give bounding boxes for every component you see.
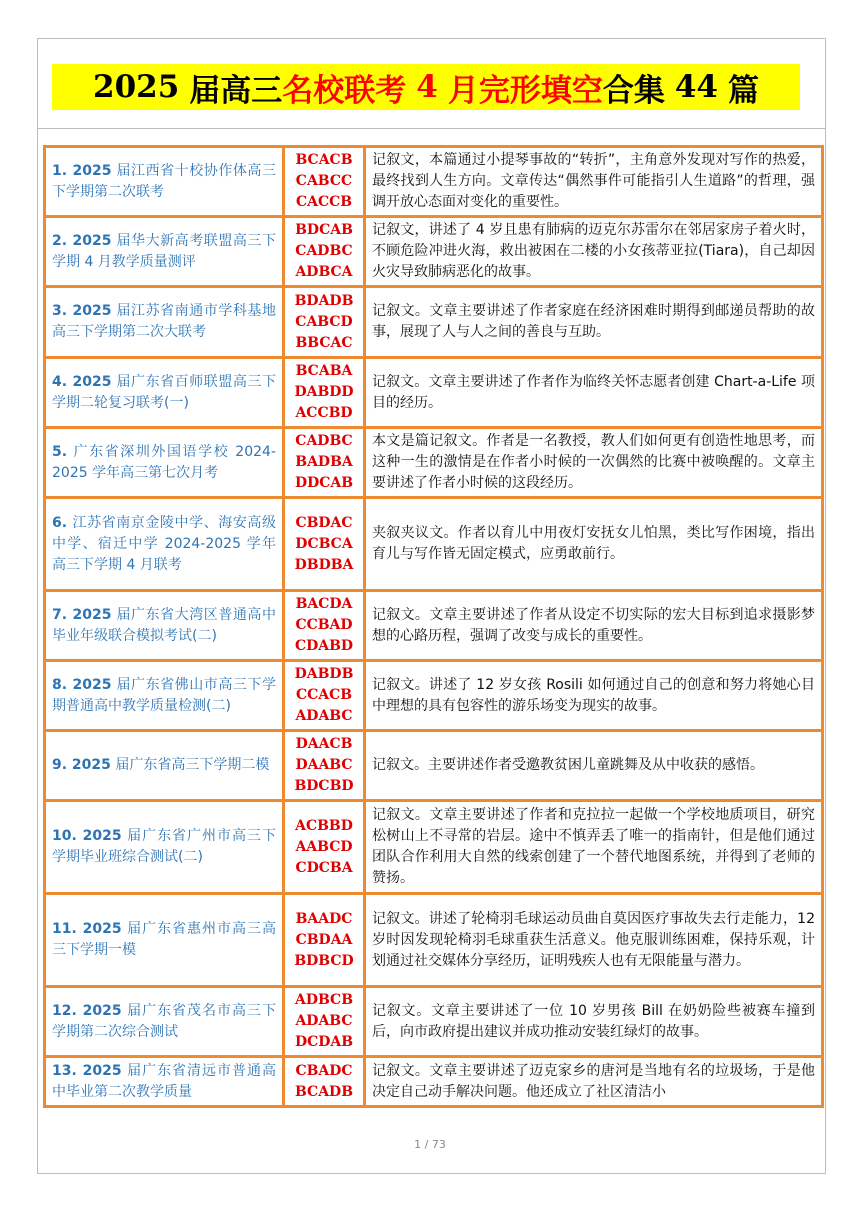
answer-key [284,428,365,498]
exam-table [43,145,824,1108]
passage-summary: 记叙文。文章主要讲述了作者和克拉拉一起做一个学校地质项目，研究松树山上不寻常的岩层。途中不慎弄丢了唯一的指南针，但是他们通过团队合作利用大自然的线索创建了一个替代地图系统，并得到了老师的赞扬。 [365,801,823,894]
answer-group: BCADB [294,1083,354,1100]
answer-group: DDCAB [294,475,354,491]
answer-group: BDADB [294,292,354,309]
answer-group: CCBAD [295,617,353,633]
passage-summary: 记叙文，本篇通过小提琴事故的“转折”，主角意外发现对写作的热爱，最终找到人生方向。文章传达“偶然事件可能指引人生道路”的哲理，强调开放心态面对变化的重要性。 [365,147,823,217]
answer-key [284,287,365,358]
exam-source: 1. 2025 届江西省十校协作体高三下学期第二次联考 [45,147,284,217]
title-collection: 合集 [602,72,665,109]
passage-summary: 记叙文。文章主要讲述了作者家庭在经济困难时期得到邮递员帮助的故事，展现了人与人之间的善良与互助。 [365,287,823,358]
answer-key [284,147,365,217]
answer-group: BACDA [295,596,353,612]
exam-index: 8. 2025 [52,676,112,693]
answer-group: BDBCD [294,952,354,969]
answer-key [284,217,365,287]
exam-index: 4. 2025 [52,373,112,390]
answer-group: ADBCA [295,264,353,280]
answer-group: CADBC [295,433,353,449]
table-row [45,1057,823,1107]
answer-group: CCACB [295,687,353,703]
exam-source: 5. 广东省深圳外国语学校 2024-2025 学年高三第七次月考 [45,428,284,498]
answer-key [284,731,365,801]
answer-group: ADABC [295,708,353,724]
exam-source: 2. 2025 届华大新高考联盟高三下学期 4 月教学质量测评 [45,217,284,287]
table-row [45,801,823,894]
answer-group: ADABC [295,1013,353,1029]
passage-summary: 夹叙夹议文。作者以育儿中用夜灯安抚女儿怕黑，类比写作困境，指出育儿与写作皆无固定模式，应勇敢前行。 [365,498,823,591]
answer-group: DAABC [295,757,353,773]
page-number: 1 / 73 [414,1138,446,1151]
answer-group: CABCD [295,313,353,330]
exam-source: 12. 2025 届广东省茂名市高三下学期第二次综合测试 [45,987,284,1057]
table-row [45,147,823,217]
exam-source: 4. 2025 届广东省百师联盟高三下学期二轮复习联考(一) [45,358,284,428]
exam-source: 8. 2025 届广东省佛山市高三下学期普通高中教学质量检测(二) [45,661,284,731]
exam-source: 13. 2025 届广东省清远市普通高中毕业第二次教学质量 [45,1057,284,1107]
answer-group: DABDB [294,666,354,682]
passage-summary: 记叙文，讲述了 4 岁且患有肺病的迈克尔苏雷尔在邻居家房子着火时，不顾危险冲进火海，救出被困在二楼的小女孩蒂亚拉(Tiara)，自己却因火灾导致肺病恶化的故事。 [365,217,823,287]
passage-summary: 记叙文。文章主要讲述了作者从设定不切实际的宏大目标到追求摄影梦想的心路历程，强调了改变与成长的重要性。 [365,591,823,661]
answer-group: CDCBA [295,859,353,876]
answer-key [284,591,365,661]
answer-group: CADBC [295,243,353,259]
exam-index: 12. 2025 [52,1002,122,1019]
exam-source: 7. 2025 届广东省大湾区普通高中毕业年级联合模拟考试(二) [45,591,284,661]
exam-table-body [45,147,823,1107]
answer-group: CBDAA [295,931,353,948]
title-year: 2025 [93,69,180,105]
answer-group: BCABA [295,363,353,379]
exam-index: 10. 2025 [52,828,122,844]
answer-group: BCACB [295,152,353,168]
answer-group: ADBCB [294,992,354,1008]
answer-key [284,1057,365,1107]
answer-group: BADBA [295,454,353,470]
passage-summary: 记叙文。讲述了轮椅羽毛球运动员曲自莫因医疗事故失去行走能力，12 岁时因发现轮椅羽毛球重获生活意义。他克服训练困难，保持乐观，计划通过社交媒体分享经历，证明残疾人也有无限能量与潜力。 [365,894,823,987]
table-row [45,428,823,498]
title-highlight-cloze: 月完形填空 [447,72,603,109]
exam-index: 9. 2025 [52,757,111,773]
answer-group: DBDBA [294,556,354,573]
answer-key [284,894,365,987]
answer-key [284,498,365,591]
exam-index: 13. 2025 [52,1062,122,1079]
answer-group: BBCAC [295,334,353,351]
table-row [45,217,823,287]
exam-source: 10. 2025 届广东省广州市高三下学期毕业班综合测试(二) [45,801,284,894]
exam-index: 7. 2025 [52,606,112,623]
answer-key [284,801,365,894]
answer-group: AABCD [295,838,353,855]
title-count: 44 [674,69,718,105]
answer-group: BAADC [295,910,353,927]
exam-index: 6. [52,514,73,531]
exam-index: 5. [52,443,74,460]
table-row [45,894,823,987]
passage-summary: 本文是篇记叙文。作者是一名教授，教人们如何更有创造性地思考，而这种一生的激情是在作者小时候的一次偶然的比赛中被唤醒的。文章主要讲述了作者小时候的这段经历。 [365,428,823,498]
exam-index: 11. 2025 [52,921,122,937]
answer-key [284,987,365,1057]
title-highlight-month: 4 [416,69,438,105]
answer-group: CACCB [295,194,353,210]
passage-summary: 记叙文。主要讲述作者受邀教贫困儿童跳舞及从中收获的感悟。 [365,731,823,801]
header-divider [37,128,826,129]
answer-group: CABCC [295,173,353,189]
title-highlight-schools: 名校联考 [282,72,407,109]
title-part: 届高三 [189,72,283,109]
answer-key [284,358,365,428]
table-row [45,498,823,591]
answer-group: ACCBD [295,405,353,421]
passage-summary: 记叙文。文章主要讲述了一位 10 岁男孩 Bill 在奶奶险些被赛车撞到后，向市政府提出建议并成功推动安装红绿灯的故事。 [365,987,823,1057]
answer-key [284,661,365,731]
answer-group: ACBBD [295,817,353,834]
answer-group: DCDAB [294,1034,354,1050]
passage-summary: 记叙文。文章主要讲述了迈克家乡的唐河是当地有名的垃圾场，于是他决定自己动手解决问题。他还成立了社区清洁小 [365,1057,823,1107]
exam-source: 3. 2025 届江苏省南通市学科基地高三下学期第二次大联考 [45,287,284,358]
exam-index: 1. 2025 [52,162,112,179]
table-row [45,287,823,358]
exam-source: 9. 2025 届广东省高三下学期二模 [45,731,284,801]
answer-group: DAACB [295,736,353,752]
document-title [52,64,800,110]
answer-group: BDCBD [294,778,354,794]
table-row [45,987,823,1057]
exam-index: 2. 2025 [52,232,112,249]
exam-source: 6. 江苏省南京金陵中学、海安高级中学、宿迁中学 2024-2025 学年高三下学期 4 月联考 [45,498,284,591]
passage-summary: 记叙文。文章主要讲述了作者作为临终关怀志愿者创建 Chart-a-Life 项目的经历。 [365,358,823,428]
answer-group: DCBCA [295,535,353,552]
table-row [45,731,823,801]
table-row [45,661,823,731]
answer-group: CDABD [294,638,354,654]
answer-group: BDCAB [295,222,353,238]
answer-group: DABDD [294,384,354,400]
table-row [45,358,823,428]
exam-index: 3. 2025 [52,303,112,319]
table-row [45,591,823,661]
answer-group: CBDAC [295,514,353,531]
answer-group: CBADC [295,1062,353,1079]
passage-summary: 记叙文。讲述了 12 岁女孩 Rosili 如何通过自己的创意和努力将她心目中理想的具有包容性的游乐场变为现实的故事。 [365,661,823,731]
title-unit: 篇 [728,72,759,109]
exam-source: 11. 2025 届广东省惠州市高三高三下学期一模 [45,894,284,987]
